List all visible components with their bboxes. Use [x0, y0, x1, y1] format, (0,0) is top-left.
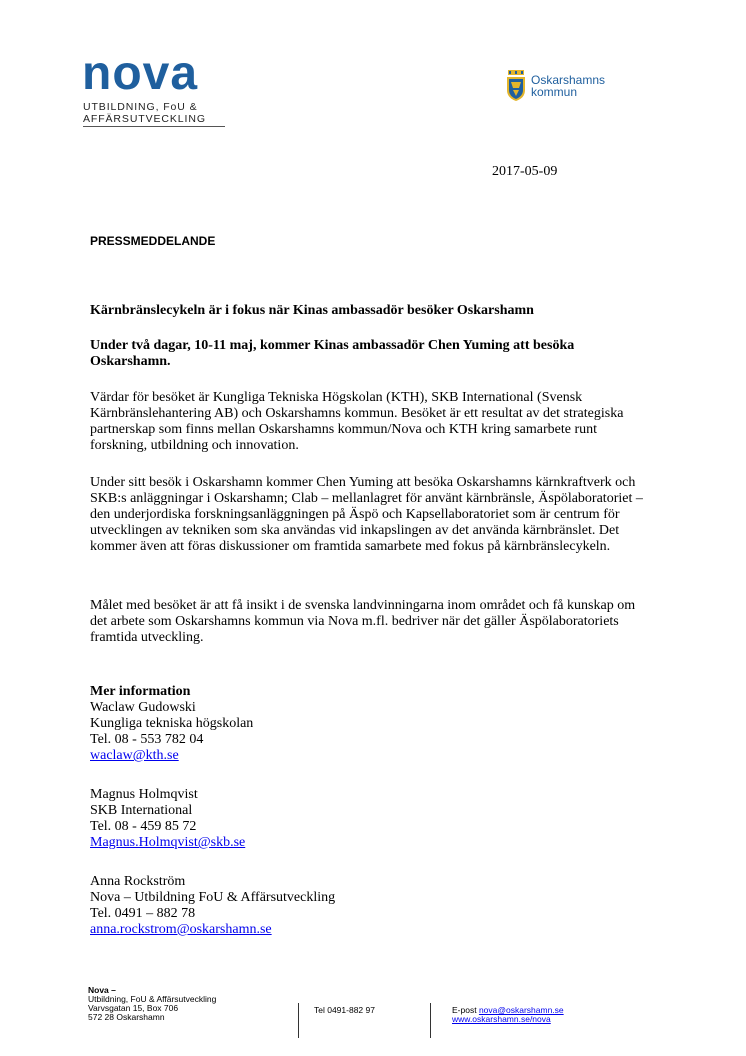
footer-divider — [430, 1003, 431, 1038]
contact-tel: Tel. 08 - 553 782 04 — [90, 732, 204, 747]
footer-contact — [452, 1006, 632, 1024]
footer-address — [88, 986, 288, 1022]
footer-divider — [298, 1003, 299, 1038]
oskarshamn-crest-icon — [505, 70, 527, 102]
footer-web-link[interactable]: www.oskarshamn.se/nova — [452, 1014, 551, 1024]
contacts-heading: Mer information — [90, 684, 191, 699]
footer-org: Nova – — [88, 985, 116, 995]
footer-org-line2: Utbildning, FoU & Affärsutveckling — [88, 994, 217, 1004]
contact-name: Magnus Holmqvist — [90, 787, 198, 802]
contact-card — [90, 874, 490, 938]
footer-tel: Tel 0491-882 97 — [314, 1005, 375, 1015]
press-lead: Under två dagar, 10-11 maj, kommer Kinas ambassadör Chen Yuming att besöka Oskarshamn. — [90, 338, 575, 369]
footer-address-line1: Varvsgatan 15, Box 706 — [88, 1003, 179, 1013]
document-date: 2017-05-09 — [492, 164, 558, 179]
body-paragraph: Värdar för besöket är Kungliga Tekniska Högskolan (KTH), SKB International (Svensk Kärnbränslehantering AB) och Oskarshamns kommun. Besöket är ett resultat av det strategiska partnerskap som finns mellan Oskarshamns kommun/Nova och KTH kring samarbete runt forskning, utbildning och innovation. — [90, 390, 624, 453]
nova-wordmark: nova — [82, 47, 199, 100]
contact-email-link[interactable]: anna.rockstrom@oskarshamn.se — [90, 922, 272, 937]
document-heading: PRESSMEDDELANDE — [90, 234, 216, 248]
contact-org: Kungliga tekniska högskolan — [90, 716, 254, 731]
contact-tel: Tel. 08 - 459 85 72 — [90, 819, 197, 834]
body-paragraph: Under sitt besök i Oskarshamn kommer Chen Yuming att besöka Oskarshamns kärnkraftverk och SKB:s anläggningar i Oskarshamn; Clab – mellanlagret för använt kärnbränsle, Äspölaboratoriet – den underjordiska forskningsanläggningen på Äspö och Kapsellaboratoriet som är centrum för utvecklingen av tekniken som ska användas vid inkapslingen av det använda kärnbränslet. Det kommer även att föras diskussioner om framtida samarbete med fokus på kärnbränslecykeln. — [90, 475, 643, 554]
contact-org: Nova – Utbildning FoU & Affärsutveckling — [90, 890, 336, 905]
nova-subtitle-line1: UTBILDNING, FoU & — [83, 101, 198, 113]
oskarshamn-name-line2: kommun — [531, 85, 578, 99]
contact-card — [90, 700, 490, 764]
footer-email-link[interactable]: nova@oskarshamn.se — [478, 1005, 564, 1015]
nova-logo-rule — [83, 126, 225, 127]
contact-org: SKB International — [90, 803, 193, 818]
oskarshamn-logo — [505, 70, 645, 106]
press-title: Kärnbränslecykeln är i fokus när Kinas ambassadör besöker Oskarshamn — [90, 303, 534, 318]
contact-name: Anna Rockström — [90, 874, 186, 889]
contact-email-link[interactable]: Magnus.Holmqvist@skb.se — [90, 835, 246, 850]
oskarshamn-name-line1: Oskarshamns — [531, 73, 606, 87]
contact-email-link[interactable]: waclaw@kth.se — [90, 748, 179, 763]
footer-email-label: E-post — [452, 1005, 479, 1015]
footer-address-line2: 572 28 Oskarshamn — [88, 1012, 165, 1022]
contact-card — [90, 787, 490, 851]
nova-subtitle-line2: AFFÄRSUTVECKLING — [83, 113, 206, 125]
nova-subtitle — [83, 101, 233, 125]
contact-tel: Tel. 0491 – 882 78 — [90, 906, 196, 921]
oskarshamn-name — [531, 74, 605, 98]
body-paragraph: Målet med besöket är att få insikt i de svenska landvinningarna inom området och få kunskap om det arbete som Oskarshamns kommun via Nova m.fl. bedriver när det gäller Äspölaboratoriets framtida utveckling. — [90, 598, 636, 645]
nova-logo — [82, 47, 232, 128]
contact-name: Waclaw Gudowski — [90, 700, 196, 715]
